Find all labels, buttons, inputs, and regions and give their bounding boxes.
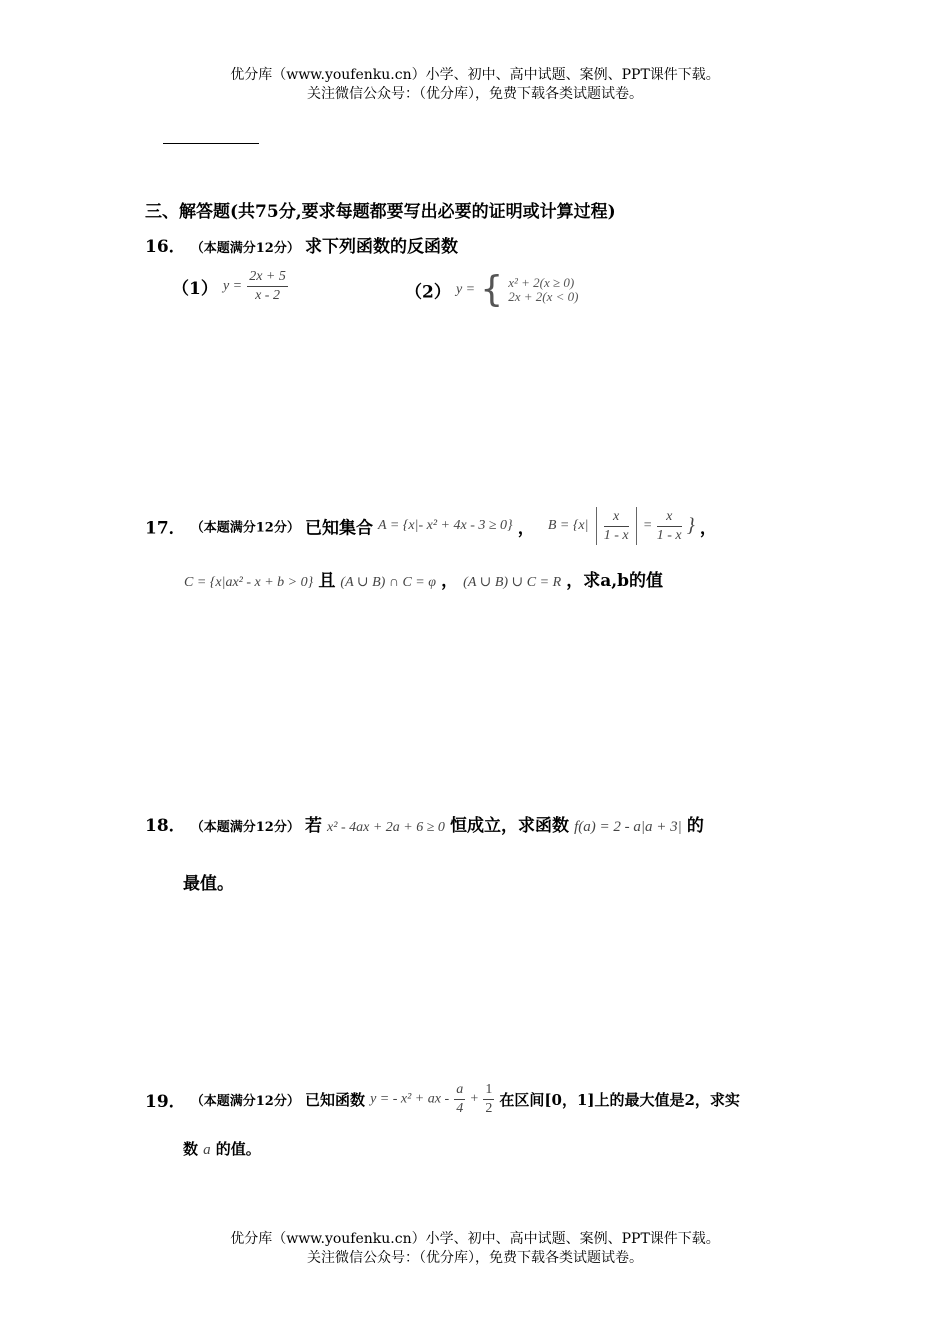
fraction-numerator: 1 — [483, 1081, 494, 1100]
q16-part-1 — [172, 268, 288, 305]
question-19 — [145, 1081, 740, 1118]
question-points: （本题满分12分） — [190, 1094, 300, 1109]
question-number: 18． — [145, 816, 186, 836]
equals-sign: = — [643, 518, 652, 533]
question-ask: ，求a,b的值 — [566, 571, 664, 591]
fraction-numerator: a — [454, 1081, 465, 1100]
fraction — [247, 268, 288, 305]
question-text: 的 — [686, 816, 704, 836]
question-number: 17． — [145, 518, 186, 539]
question-text: 求下列函数的反函数 — [304, 237, 458, 257]
footer-line-2: 关注微信公众号：（优分库），免费下载各类试题试卷。 — [307, 1250, 643, 1266]
question-points: （本题满分12分） — [190, 820, 300, 835]
question-text: 已知集合 — [304, 518, 373, 539]
set-c: C = {x|ax² - x + b > 0} — [184, 575, 314, 590]
question-17 — [145, 507, 717, 545]
header-line-1: 优分库（www.youfenku.cn）小学、初中、高中试题、案例、PPT课件下载。 — [230, 67, 720, 83]
fraction — [483, 1081, 494, 1118]
q18-line-2: 最值。 — [183, 874, 234, 894]
fraction — [604, 508, 629, 545]
piecewise-case-1: x² + 2(x ≥ 0) — [508, 275, 575, 290]
fraction-denominator: 1 - x — [603, 527, 629, 543]
footer-line-1: 优分库（www.youfenku.cn）小学、初中、高中试题、案例、PPT课件下载。 — [230, 1231, 720, 1247]
q16-part-2 — [405, 269, 579, 310]
piecewise-case-2: 2x + 2(x < 0) — [508, 289, 579, 304]
q19-line-2 — [183, 1138, 261, 1159]
question-number: 16． — [145, 237, 186, 257]
set-b-rhs: } — [686, 514, 695, 537]
fraction — [657, 508, 682, 545]
conjunction: 且 — [318, 571, 336, 591]
answer-blank-line — [163, 143, 259, 144]
question-text: 数 — [183, 1140, 199, 1158]
condition-1: (A ∪ B) ∩ C = φ — [340, 575, 436, 590]
question-text: 在区间[0，1]上的最大值是2，求实 — [499, 1091, 740, 1109]
part-label: （2） — [405, 282, 451, 303]
fraction-numerator: x — [604, 508, 629, 527]
formula-lhs: y = — [455, 282, 476, 297]
set-a: A = {x|- x² + 4x - 3 ≥ 0} — [378, 518, 513, 533]
question-16 — [145, 232, 458, 257]
question-text: 已知函数 — [304, 1091, 365, 1109]
question-number: 19． — [145, 1092, 186, 1112]
abs-bar — [596, 507, 597, 545]
separator: ， — [517, 518, 535, 539]
set-b-lhs: B = {x| — [547, 518, 589, 533]
formula-lhs: y = — [222, 278, 243, 294]
question-points: （本题满分12分） — [190, 241, 300, 256]
inequality: x² - 4ax + 2a + 6 ≥ 0 — [327, 820, 445, 835]
question-points: （本题满分12分） — [190, 520, 300, 536]
part-label: （1） — [172, 279, 218, 299]
condition-2: (A ∪ B) ∪ C = R — [463, 575, 562, 590]
q17-line-2 — [184, 566, 663, 591]
fraction-denominator: 1 - x — [656, 527, 682, 543]
left-brace-icon: { — [480, 269, 504, 310]
fraction-numerator: x — [657, 508, 682, 527]
plus-sign: + — [470, 1091, 479, 1107]
question-18 — [145, 811, 704, 836]
fraction-denominator: 4 — [456, 1101, 464, 1116]
separator: ， — [699, 518, 717, 539]
abs-bar — [636, 507, 637, 545]
fraction-denominator: 2 — [485, 1101, 493, 1116]
fraction — [454, 1081, 465, 1118]
function-expression: y = - x² + ax - — [370, 1091, 450, 1107]
fraction-denominator: x - 2 — [255, 288, 280, 303]
piecewise-cases — [508, 276, 578, 304]
section-title: 三、解答题(共75分,要求每题都要写出必要的证明或计算过程) — [145, 202, 616, 222]
fraction-numerator: 2x + 5 — [247, 268, 288, 287]
header-line-2: 关注微信公众号：（优分库），免费下载各类试题试卷。 — [307, 86, 643, 102]
question-text: 的值。 — [215, 1140, 261, 1158]
separator: ， — [441, 571, 459, 591]
question-text: 若 — [304, 816, 322, 836]
function-expression: f(a) = 2 - a|a + 3| — [574, 819, 682, 835]
question-text: 恒成立，求函数 — [450, 816, 570, 836]
variable: a — [203, 1142, 211, 1158]
